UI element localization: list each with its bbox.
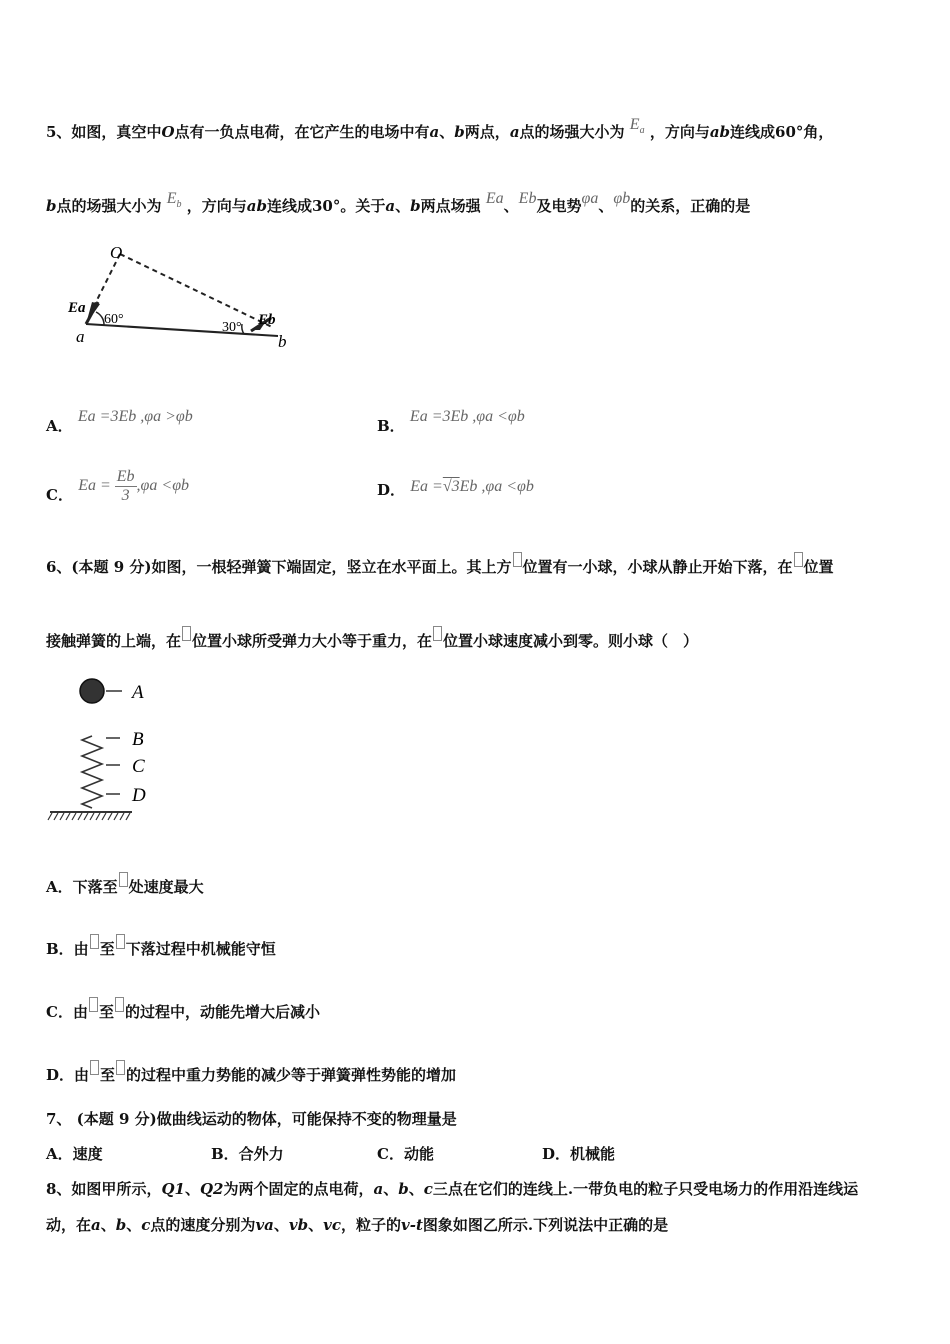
q6-option-d[interactable]: D．由 至 的过程中重力势能的减少等于弹簧弹性势能的增加: [46, 1060, 456, 1085]
q8-line-1: 8、如图甲所示，Q1、Q2为两个固定的点电荷，a、b、c三点在它们的连线上.一带负电的粒子只受电场力的作用沿连线运: [46, 1180, 859, 1198]
q7-option-d[interactable]: D．机械能: [542, 1145, 616, 1163]
eb-symbol: $E_b$: [166, 190, 182, 211]
label-ea: Ea: [68, 300, 86, 316]
ob-dashed-line: [120, 254, 272, 327]
placeholder-d: [433, 626, 442, 641]
placeholder-c: [182, 626, 191, 641]
q6-option-c[interactable]: C．由 至 的过程中，动能先增大后减小: [46, 997, 320, 1022]
svg-text:C: C: [132, 756, 145, 777]
q5-option-c[interactable]: C． Ea = $\frac{Eb}{3}$ ,φa <φb: [46, 468, 190, 505]
q5-field-diagram: [46, 232, 306, 357]
ea-symbol: $E_a$: [629, 116, 645, 137]
q7-stem: 7、 (本题 9 分)做曲线运动的物体，可能保持不变的物理量是: [46, 1110, 457, 1128]
svg-text:A: A: [132, 682, 144, 703]
label-eb: Eb: [258, 312, 276, 328]
q5-line-2: b点的场强大小为 $E_b$ ，方向与ab连线成30°。关于a、b两点场强 Ea、Eb及电势φa、φb的关系，正确的是: [46, 190, 751, 215]
q7-option-a[interactable]: A．速度: [46, 1145, 103, 1163]
label-60: 60°: [104, 312, 124, 327]
spring: [82, 736, 102, 808]
q7-option-c[interactable]: C．动能: [377, 1145, 434, 1163]
q8-line-2: 动，在a、b、c点的速度分别为va、vb、vc，粒子的v-t图象如图乙所示.下列说法中正确的是: [46, 1216, 669, 1234]
q7-option-b[interactable]: B．合外力: [211, 1145, 284, 1163]
label-30: 30°: [222, 320, 242, 335]
q6-line-1: 6、(本题 9 分)如图，一根轻弹簧下端固定，竖立在水平面上。其上方 位置有一小球，小球从静止开始下落，在 位置: [46, 552, 834, 577]
svg-text:D: D: [132, 785, 146, 806]
svg-text:B: B: [132, 729, 144, 750]
q5-option-d[interactable]: D． Ea =√3Eb ,φa <φb: [377, 478, 534, 499]
q5-option-b[interactable]: B． Ea =3Eb ,φa <φb: [377, 408, 525, 435]
placeholder-b: [794, 552, 803, 567]
q6-spring-diagram: [46, 672, 166, 827]
q5-option-a[interactable]: A． Ea =3Eb ,φa >φb: [46, 408, 193, 435]
label-b: b: [278, 332, 287, 351]
ball: [80, 679, 104, 703]
q5-line-1: 5、如图，真空中O点有一负点电荷，在它产生的电场中有a、b两点，a点的场强大小为 $E_a$ ，方向与ab连线成60°角，: [46, 116, 834, 141]
q6-option-a[interactable]: A．下落至 处速度最大: [46, 872, 204, 897]
q6-line-2: 接触弹簧的上端，在 位置小球所受弹力大小等于重力，在 位置小球速度减小到零。则小球（ ）: [46, 626, 698, 651]
label-a: a: [76, 327, 85, 346]
label-o: O: [110, 243, 123, 262]
q6-option-b[interactable]: B．由 至 下落过程中机械能守恒: [46, 934, 276, 959]
oa-dashed-line: [92, 254, 120, 310]
placeholder-a: [513, 552, 522, 567]
